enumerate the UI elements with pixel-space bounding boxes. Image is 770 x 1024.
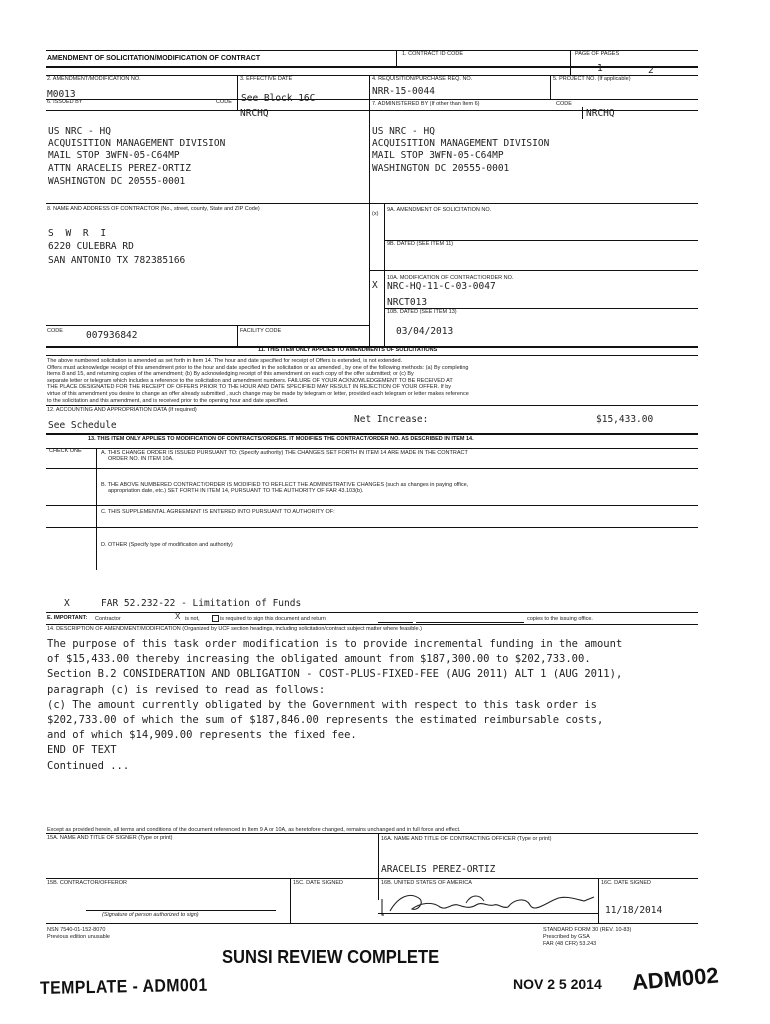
issued-by-address-line: US NRC - HQ: [48, 126, 111, 137]
administered-by-label: 7. ADMINISTERED BY (If other than Item 6): [372, 101, 480, 107]
accounting-data: See Schedule: [48, 420, 117, 431]
item13-d-authority: FAR 52.232-22 - Limitation of Funds: [101, 598, 302, 609]
sunsi-review-stamp: SUNSI REVIEW COMPLETE: [222, 947, 440, 967]
issued-by-address-line: ACQUISITION MANAGEMENT DIVISION: [48, 138, 226, 149]
issued-by-code: NRCHQ: [240, 108, 269, 119]
adm-stamp: ADM002: [630, 962, 720, 995]
template-stamp: TEMPLATE - ADM001: [39, 974, 208, 998]
requisition-no-label: 4. REQUISITION/PURCHASE REQ. NO.: [372, 76, 473, 82]
facility-code-label: FACILITY CODE: [240, 328, 282, 334]
modification-dated: 03/04/2013: [396, 326, 454, 337]
form-title: AMENDMENT OF SOLICITATION/MODIFICATION OF CONTRACT: [47, 55, 261, 62]
contractor-signature-label: (Signature of person authorized to sign): [102, 912, 199, 918]
signer-name-label: 15A. NAME AND TITLE OF SIGNER (Type or print): [47, 835, 173, 841]
item13-c: C. THIS SUPPLEMENTAL AGREEMENT IS ENTERED INTO PURSUANT TO AUTHORITY OF:: [101, 509, 335, 515]
project-no-label: 5. PROJECT NO. (If applicable): [553, 76, 631, 82]
previous-edition-note: Previous edition unusable: [47, 934, 110, 940]
item13-header: 13. THIS ITEM ONLY APPLIES TO MODIFICATION OF CONTRACTS/ORDERS. IT MODIFIES THE CONTRACT/ORDER NO. AS DESCRIBED IN ITEM 14.: [88, 436, 474, 442]
usa-label: 16B. UNITED STATES OF AMERICA: [381, 880, 472, 886]
contractor-name: S W R I: [48, 228, 110, 239]
administered-by-address-line: ACQUISITION MANAGEMENT DIVISION: [372, 138, 550, 149]
accounting-data-label: 12. ACCOUNTING AND APPROPRIATION DATA (If required): [47, 407, 197, 413]
modification-no: NRC-HQ-11-C-03-0047: [387, 281, 496, 292]
is-required-label: is required to sign this document and return: [220, 616, 326, 622]
issued-by-code-label: CODE: [216, 99, 232, 105]
administered-by-code-label: CODE: [556, 101, 572, 107]
contractor-offeror-label: 15B. CONTRACTOR/OFFEROR: [47, 880, 127, 886]
contractor-date-signed-label: 15C. DATE SIGNED: [293, 880, 344, 886]
administered-by-address-line: US NRC - HQ: [372, 126, 435, 137]
solicitation-dated-label: 9B. DATED (SEE ITEM 11): [387, 241, 454, 247]
contractor-code-label: CODE: [47, 328, 63, 334]
check-one-label: CHECK ONE: [49, 448, 82, 454]
is-required-checkbox: [212, 615, 219, 622]
contract-id-code-label: 1. CONTRACT ID CODE: [402, 51, 464, 57]
description-label: 14. DESCRIPTION OF AMENDMENT/MODIFICATION (Organized by UCF section headings, including solicitation/contract subject matter where feasible.): [47, 626, 422, 632]
amendment-solicitation-label: 9A. AMENDMENT OF SOLICITATION NO.: [387, 207, 492, 213]
administered-by-code: NRCHQ: [586, 108, 615, 119]
total-pages: 2: [648, 65, 654, 76]
contracting-officer-signature: [380, 885, 600, 919]
contractor-code: 007936842: [86, 330, 138, 341]
administered-by-address-line: WASHINGTON DC 20555-0001: [372, 163, 510, 174]
terms-unchanged-text: Except as provided herein, all terms and conditions of the document referenced in Item 9 A or 10A, as heretofore changed, remains unchanged and in full force and effect.: [47, 827, 461, 833]
issued-by-address-line: WASHINGTON DC 20555-0001: [48, 176, 186, 187]
contracting-officer-name: ARACELIS PEREZ-ORTIZ: [381, 864, 496, 875]
description-text: The purpose of this task order modification is to provide incremental funding in the amount of $15,433.00 thereby increasing the obligated amount from $187,300.00 to $202,733.00. Section B.2 CONSIDERATION AND OBLIGATION - COST-PLUS-FIXED-FEE (AUG 2011) ALT 1 (AUG 2011), paragraph (c) is revised to read as follows: (c) The amount currently obligated by the Government with respect to this task order is $202,733.00 of which the sum of $187,846.00 represents the estimated reimbursable costs, and of which $14,909.00 represents the fixed fee. END OF TEXT Continued ...: [47, 638, 623, 772]
contracting-officer-name-label: 16A. NAME AND TITLE OF CONTRACTING OFFICER (Type or print): [381, 836, 552, 842]
item13-d-mark: X: [64, 598, 70, 609]
modification-x-mark: X: [372, 280, 378, 291]
contractor-address-line: SAN ANTONIO TX 782385166: [48, 255, 186, 266]
amendment-no: M0013: [47, 89, 76, 100]
issued-by-address-line: ATTN ARACELIS PEREZ-ORTIZ: [48, 163, 191, 174]
contractor-label: 8. NAME AND ADDRESS OF CONTRACTOR (No., street, county, State and ZIP Code): [47, 206, 260, 212]
officer-date-signed: 11/18/2014: [605, 905, 663, 916]
item11-header: 11. THIS ITEM ONLY APPLIES TO AMENDMENTS OF SOLICITATIONS: [258, 347, 438, 353]
is-not-label: is not,: [185, 616, 200, 622]
issued-by-address-line: MAIL STOP 3WFN-05-C64MP: [48, 150, 180, 161]
requisition-no: NRR-15-0044: [372, 86, 435, 97]
contractor-address-line: 6220 CULEBRA RD: [48, 241, 134, 252]
task-order-no: NRCT013: [387, 297, 428, 308]
nsn-number: NSN 7540-01-152-8070: [47, 927, 106, 933]
issued-by-label: 6. ISSUED BY: [47, 99, 83, 105]
date-stamp: NOV 2 5 2014: [513, 976, 602, 992]
modification-no-label: 10A. MODIFICATION OF CONTRACT/ORDER NO.: [387, 275, 514, 281]
page-of-pages-label: PAGE OF PAGES: [575, 51, 620, 57]
effective-date-label: 3. EFFECTIVE DATE: [240, 76, 293, 82]
item13-b: B. THE ABOVE NUMBERED CONTRACT/ORDER IS MODIFIED TO REFLECT THE ADMINISTRATIVE CHANGES (such as changes in paying office, appropriation date, etc.) SET FORTH IN ITEM 14, PURSUANT TO THE AUTHORITY OF FAR 43.103(b).: [101, 482, 469, 494]
page-number: 1: [597, 63, 603, 74]
copies-label: copies to the issuing office.: [527, 616, 593, 622]
net-increase-amount: $15,433.00: [596, 414, 654, 425]
modification-dated-label: 10B. DATED (SEE ITEM 13): [387, 309, 457, 315]
standard-form-number: STANDARD FORM 30 (REV. 10-83): [543, 927, 632, 933]
administered-by-address-line: MAIL STOP 3WFN-05-C64MP: [372, 150, 504, 161]
effective-date: See Block 16C: [241, 93, 316, 104]
far-reference: FAR (48 CFR) 53.243: [543, 941, 597, 947]
is-not-mark: X: [175, 612, 181, 621]
item11-instructions: The above numbered solicitation is amended as set forth in Item 14. The hour and date specified for receipt of Offers is extended, is not extended. Offers must acknowledge receipt of this amendment prior to the hour and date specified in the solicitation or as amended , by one of the following methods: (a) By completing Items 8 and 15, and returning copies of the amendment; (b) By acknowledging receipt of this amendment on each copy of the offer submitted; or (c) By separate letter or telegram which includes a reference to the solicitation and amendment numbers. FAILURE OF YOUR ACKNOWLEDGEMENT TO BE RECEIVED AT THE PLACE DESIGNATED FOR THE RECEIPT OF OFFERS PRIOR TO THE HOUR AND DATE SPECIFIED MAY RESULT IN REJECTION OF YOUR OFFER. If by virtue of this amendment you desire to change an offer already submitted , such change may be made by telegram or letter, provided each telegram or letter makes reference to the solicitation and this amendment, and is received prior to the opening hour and date specified.: [47, 358, 469, 404]
amendment-no-label: 2. AMENDMENT/MODIFICATION NO.: [47, 76, 141, 82]
item13-a: A. THIS CHANGE ORDER IS ISSUED PURSUANT TO: (Specify authority) THE CHANGES SET FORTH IN ITEM 14 ARE MADE IN THE CONTRACT ORDER NO. IN ITEM 10A.: [101, 450, 468, 462]
contractor-word: Contractor: [95, 616, 121, 622]
officer-date-signed-label: 16C. DATE SIGNED: [601, 880, 652, 886]
net-increase-label: Net Increase:: [354, 414, 429, 425]
prescribed-by: Prescribed by GSA: [543, 934, 590, 940]
solicitation-x-label: (x): [372, 211, 379, 217]
important-label: E. IMPORTANT:: [47, 615, 88, 621]
item13-d-label: D. OTHER (Specify type of modification and authority): [101, 542, 233, 548]
